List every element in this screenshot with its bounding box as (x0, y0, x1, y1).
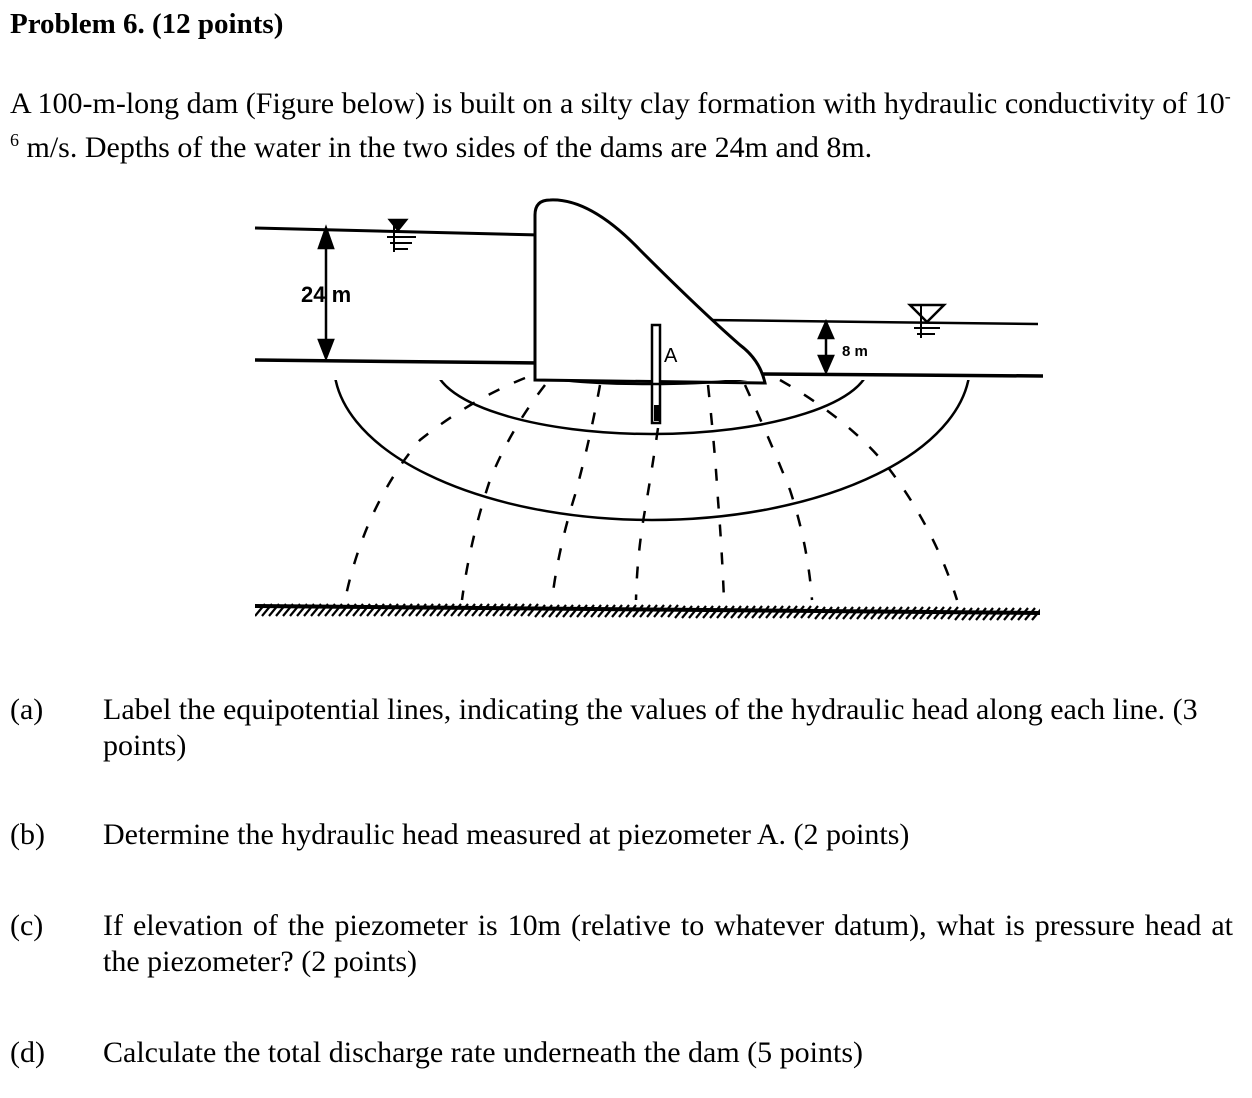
question-b-text: Determine the hydraulic head measured at piezometer A. (2 points) (103, 818, 910, 851)
equipotential-line-5 (708, 385, 724, 600)
upstream-water-level-icon (387, 220, 416, 252)
equipotential-line-4 (636, 428, 658, 600)
equipotential-line-6 (745, 385, 812, 600)
intro-exponent: -6 (10, 86, 1231, 150)
piezometer-label: A (664, 345, 678, 367)
downstream-depth-arrow (819, 322, 833, 372)
question-d-label: (d) (10, 1036, 45, 1069)
problem-title: Problem 6. (12 points) (10, 8, 284, 40)
question-b-label: (b) (10, 818, 45, 851)
impervious-bed (255, 604, 1042, 620)
upstream-depth-label: 24 m (301, 282, 352, 307)
question-a-text: Label the equipotential lines, indicating the values of the hydraulic head along each line. (3 points) (103, 693, 1198, 762)
equipotential-line-3 (552, 385, 600, 600)
ground-surface-downstream (760, 374, 1043, 376)
question-c-text: If elevation of the piezometer is 10m (relative to whatever datum), what is pressure head at the piezometer? (2 points) (103, 909, 1233, 978)
question-a-label: (a) (10, 693, 44, 726)
dam-body (535, 200, 765, 383)
question-d-text: Calculate the total discharge rate underneath the dam (5 points) (103, 1036, 864, 1069)
downstream-depth-label: 8 m (842, 343, 868, 360)
question-c-label: (c) (10, 909, 44, 942)
intro-text-part1: A 100-m-long dam (Figure below) is built on a silty clay formation with hydraulic conductivity of 10 (10, 87, 1225, 120)
downstream-water-surface (706, 320, 1038, 324)
ground-surface-upstream (255, 360, 540, 363)
equipotential-line-1 (345, 378, 525, 600)
piezometer-a (652, 325, 660, 423)
intro-text-part2: m/s. Depths of the water in the two sides of the dams are 24m and 8m. (19, 131, 873, 164)
